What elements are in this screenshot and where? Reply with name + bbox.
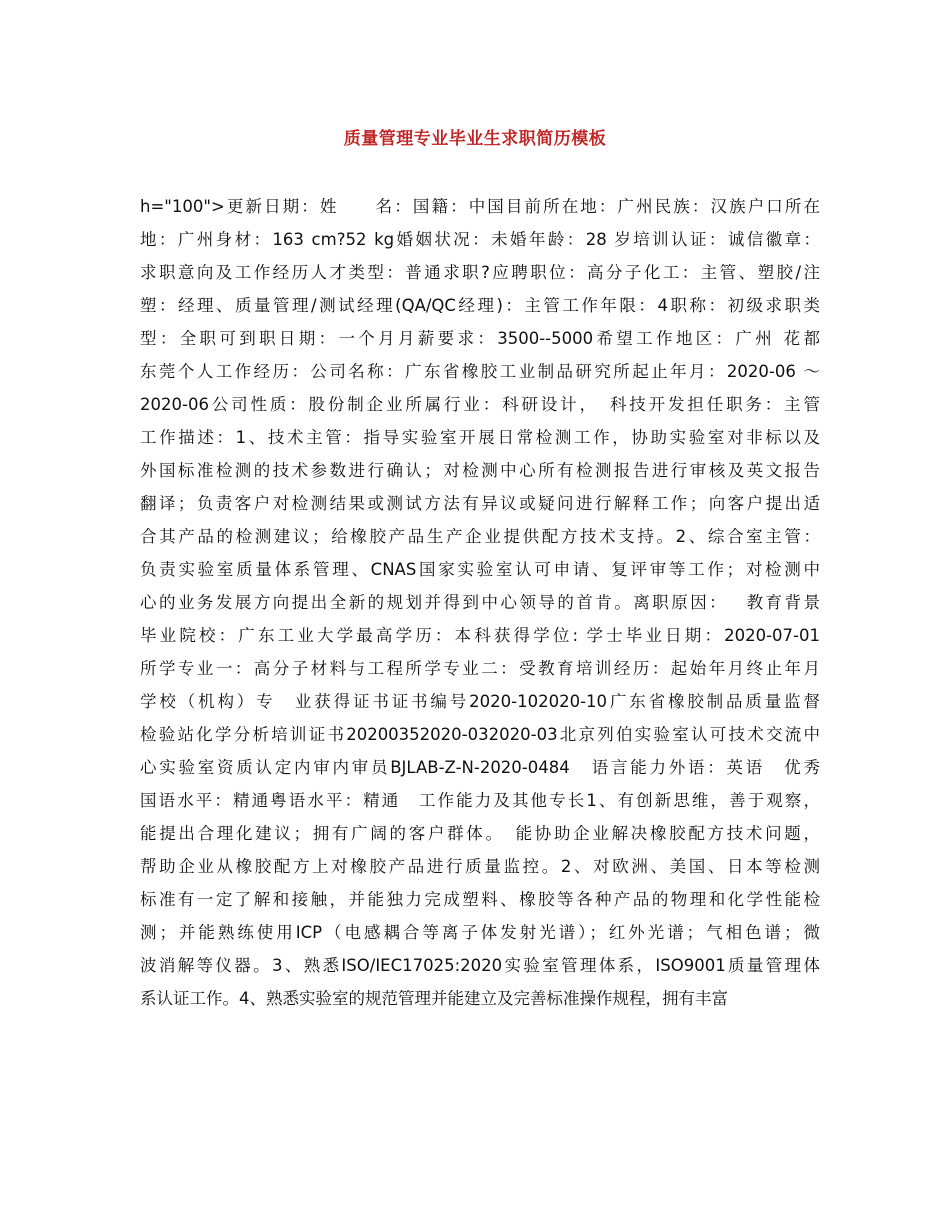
body-line: 系认证工作。4、熟悉实验室的规范管理并能建立及完善标准操作规程，拥有丰富: [140, 989, 728, 1008]
body-line: 翻译；负责客户对检测结果或测试方法有异议或疑问进行解释工作；向客户提出适: [140, 494, 820, 513]
body-line: 国语水平：精通粤语水平：精通 工作能力及其他专长1、有创新思维，善于观察，: [140, 791, 820, 810]
body-line: h="100">更新日期：姓 名：国籍：中国目前所在地：广州民族：汉族户口所在: [140, 197, 820, 216]
body-line: 塑：经理、质量管理/测试经理(QA/QC经理)：主管工作年限：4职称：初级求职类: [140, 296, 820, 315]
body-line: 型：全职可到职日期：一个月月薪要求：3500--5000希望工作地区：广州 花都: [140, 329, 820, 348]
body-line: 测；并能熟练使用ICP（电感耦合等离子体发射光谱）；红外光谱；气相色谱；微: [140, 923, 820, 942]
body-line: 2020-06公司性质：股份制企业所属行业：科研设计， 科技开发担任职务：主管: [140, 395, 820, 414]
body-line: 波消解等仪器。3、熟悉ISO/IEC17025:2020实验室管理体系，ISO9001质量管理体: [140, 956, 820, 975]
body-line: 学校（机构）专 业获得证书证书编号2020-102020-10广东省橡胶制品质量监督: [140, 692, 820, 711]
resume-body-text: [140, 190, 820, 1015]
body-line: 能提出合理化建议；拥有广阔的客户群体。 能协助企业解决橡胶配方技术问题，: [140, 824, 820, 843]
body-line: 地：广州身材：163 cm?52 kg婚姻状况：未婚年龄：28 岁培训认证：诚信徽章：: [140, 230, 820, 249]
body-line: 东莞个人工作经历：公司名称：广东省橡胶工业制品研究所起止年月：2020-06 ～: [140, 362, 820, 381]
body-line: 标准有一定了解和接触，并能独力完成塑料、橡胶等各种产品的物理和化学性能检: [140, 890, 820, 909]
document-title: 质量管理专业毕业生求职简历模板: [343, 129, 607, 149]
body-line: 合其产品的检测建议；给橡胶产品生产企业提供配方技术支持。2、综合室主管：: [140, 527, 820, 546]
body-line: 帮助企业从橡胶配方上对橡胶产品进行质量监控。2、对欧洲、美国、日本等检测: [140, 857, 820, 876]
body-line: 求职意向及工作经历人才类型：普通求职?应聘职位：高分子化工：主管、塑胶/注: [140, 263, 820, 282]
body-line: 心的业务发展方向提出全新的规划并得到中心领导的首肯。离职原因： 教育背景: [140, 593, 820, 612]
body-line: 检验站化学分析培训证书20200352020-032020-03北京列伯实验室认可技术交流中: [140, 725, 820, 744]
body-line: 工作描述：1、技术主管：指导实验室开展日常检测工作，协助实验室对非标以及: [140, 428, 820, 447]
body-line: 外国标准检测的技术参数进行确认；对检测中心所有检测报告进行审核及英文报告: [140, 461, 820, 480]
body-line: 心实验室资质认定内审内审员BJLAB-Z-N-2020-0484 语言能力外语：英语 优秀: [140, 758, 820, 777]
body-line: 毕业院校：广东工业大学最高学历：本科获得学位: 学士毕业日期：2020-07-01: [140, 626, 820, 645]
body-line: 负责实验室质量体系管理、CNAS国家实验室认可申请、复评审等工作；对检测中: [140, 560, 820, 579]
body-line: 所学专业一：高分子材料与工程所学专业二：受教育培训经历：起始年月终止年月: [140, 659, 820, 678]
